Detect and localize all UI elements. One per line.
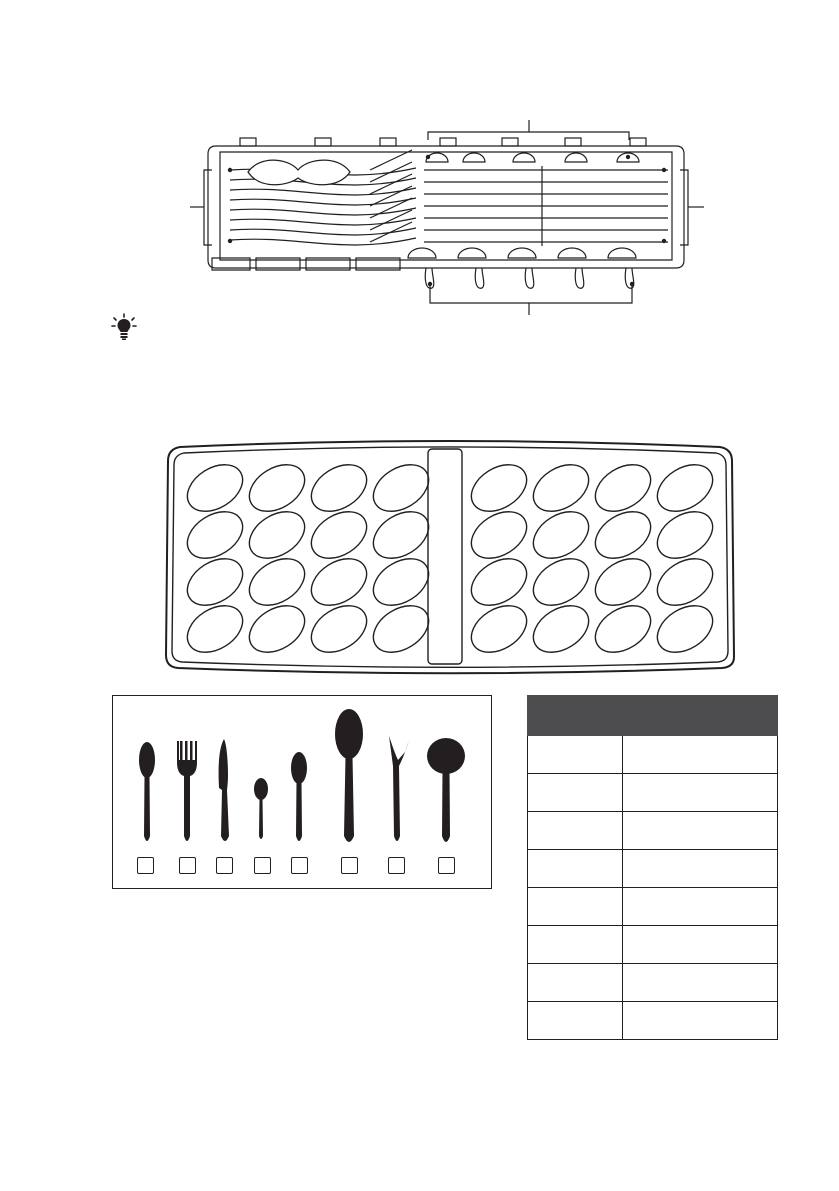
tray-slot xyxy=(365,596,437,662)
tray-slot xyxy=(649,549,721,615)
tray-slot xyxy=(303,502,375,568)
table-row xyxy=(528,736,778,774)
tray-slot xyxy=(303,549,375,615)
table-cell xyxy=(623,774,778,812)
tray-slot xyxy=(525,596,597,662)
table-header-row xyxy=(528,696,778,736)
table-header-cell-1 xyxy=(528,696,623,736)
serving-spoon-icon xyxy=(335,709,363,842)
cutlery-table xyxy=(527,695,778,1040)
teaspoon-icon xyxy=(254,778,268,839)
carving-fork-icon xyxy=(389,736,409,841)
tray-slot xyxy=(365,455,437,521)
tray-slot xyxy=(525,455,597,521)
tray-slot xyxy=(241,549,313,615)
lightbulb-icon xyxy=(111,313,137,341)
knife-icon xyxy=(219,739,229,841)
table-cell xyxy=(623,1002,778,1040)
table-cell xyxy=(623,926,778,964)
tray-slot xyxy=(463,502,535,568)
table-row xyxy=(528,1002,778,1040)
tray-slot xyxy=(463,596,535,662)
table-row xyxy=(528,812,778,850)
tray-slot xyxy=(587,549,659,615)
upper-cutlery-drawer-illustration xyxy=(180,110,720,320)
table-row xyxy=(528,774,778,812)
tray-slot xyxy=(587,502,659,568)
tray-slot xyxy=(463,549,535,615)
table-row xyxy=(528,850,778,888)
tray-slot xyxy=(303,455,375,521)
cutlery-types-panel xyxy=(112,695,492,889)
tray-slot xyxy=(365,549,437,615)
tray-slot xyxy=(587,596,659,662)
fork-icon xyxy=(177,741,197,841)
table-cell xyxy=(528,888,623,926)
tray-slot xyxy=(587,455,659,521)
tray-slot xyxy=(649,455,721,521)
table-header-cell-2 xyxy=(623,696,778,736)
table-cell xyxy=(528,964,623,1002)
table-cell xyxy=(623,964,778,1002)
checkbox-knife[interactable] xyxy=(216,857,233,874)
tray-slot xyxy=(649,502,721,568)
spoon-icon xyxy=(139,742,155,841)
tray-slot xyxy=(179,455,251,521)
table-cell xyxy=(528,1002,623,1040)
table-cell xyxy=(623,812,778,850)
tray-slot xyxy=(303,596,375,662)
table-row xyxy=(528,964,778,1002)
tray-slot xyxy=(179,596,251,662)
table-cell xyxy=(528,812,623,850)
tray-slot xyxy=(463,455,535,521)
table-cell xyxy=(528,850,623,888)
cutlery-tray-top-view xyxy=(160,435,740,680)
tray-slot xyxy=(179,502,251,568)
table-cell xyxy=(623,736,778,774)
checkbox-spoon[interactable] xyxy=(137,857,154,874)
tray-slot xyxy=(241,502,313,568)
dessert-spoon-icon xyxy=(291,752,307,841)
drawer-drawing xyxy=(180,110,720,320)
tray-slot xyxy=(525,549,597,615)
tray-slot xyxy=(649,596,721,662)
table-cell xyxy=(623,888,778,926)
table-cell xyxy=(528,774,623,812)
ladle-icon xyxy=(427,738,465,842)
tray-drawing xyxy=(160,435,740,680)
table-cell xyxy=(528,736,623,774)
checkbox-fork[interactable] xyxy=(179,857,196,874)
checkbox-serving-spoon[interactable] xyxy=(341,857,358,874)
table-cell xyxy=(528,926,623,964)
checkbox-ladle[interactable] xyxy=(438,857,455,874)
checkbox-teaspoon[interactable] xyxy=(254,857,271,874)
tray-slot xyxy=(179,549,251,615)
table-row xyxy=(528,926,778,964)
tray-slot xyxy=(365,502,437,568)
checkbox-carving-fork[interactable] xyxy=(388,857,405,874)
table-row xyxy=(528,888,778,926)
table-cell xyxy=(623,850,778,888)
tray-slot xyxy=(241,596,313,662)
checkbox-dessert-spoon[interactable] xyxy=(291,857,308,874)
tray-slot xyxy=(525,502,597,568)
tray-slot xyxy=(241,455,313,521)
